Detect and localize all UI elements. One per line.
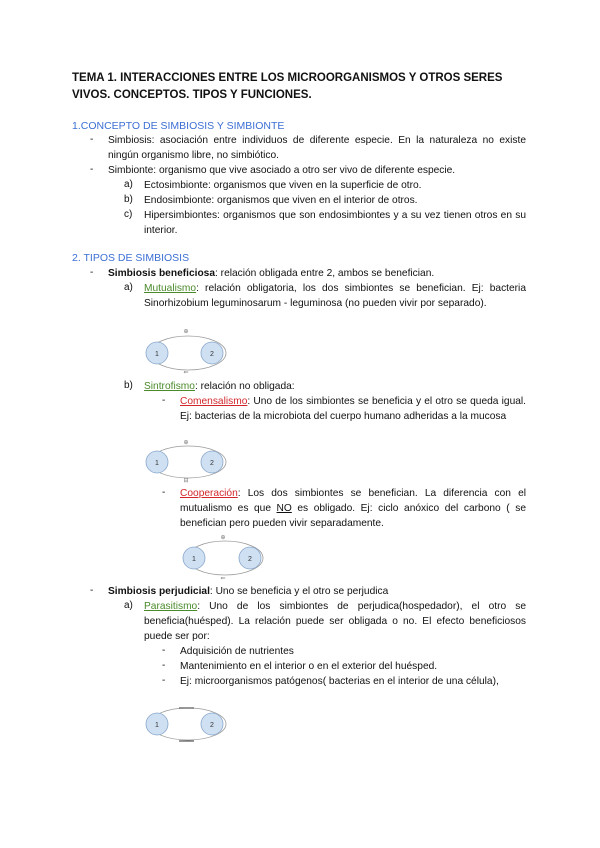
- parasitismo-item: Parasitismo: Uno de los simbiontes de perjudica(hospedador), el otro se beneficia(huésped). La relación puede ser obligada o no. El efecto beneficiosos puede ser por:: [144, 601, 526, 642]
- node-2-label: 2: [210, 351, 214, 358]
- node-1-label: 1: [192, 556, 196, 563]
- term: Mutualismo: [144, 283, 197, 294]
- term: Parasitismo: [144, 601, 198, 612]
- item-marker-c: c): [124, 209, 133, 220]
- endosimbionte-item: Endosimbionte: organismos que viven en el interior de otros.: [144, 195, 418, 206]
- item-marker-a: a): [124, 179, 133, 190]
- bullet-dash: -: [90, 134, 94, 145]
- hipersimbiontes-item: Hipersimbiontes: organismos que son endosimbiontes y a su vez tienen otros en su interior.: [144, 210, 526, 236]
- bullet-dash: -: [162, 395, 166, 406]
- term: Simbiosis beneficiosa: [108, 268, 216, 279]
- node-2-label: 2: [210, 722, 214, 729]
- bullet-dash: -: [90, 585, 94, 596]
- simbiosis-perjudicial: Simbiosis perjudicial: Uno se beneficia y el otro se perjudica: [108, 586, 389, 597]
- plus-arrow-icon: ⇐: [220, 576, 226, 582]
- parasitismo-effect-1: Adquisición de nutrientes: [180, 646, 294, 657]
- node-1-label: 1: [155, 351, 159, 358]
- cooperacion-diagram: [175, 532, 275, 582]
- item-marker-b: b): [124, 194, 133, 205]
- bullet-dash: -: [90, 267, 94, 278]
- bullet-dash: -: [162, 675, 166, 686]
- bullet-dash: -: [162, 660, 166, 671]
- bullet-dash: -: [162, 487, 166, 498]
- simbionte-definition: Simbionte: organismo que vive asociado a otro ser vivo de diferente especie.: [108, 165, 456, 176]
- term: Comensalismo: [180, 396, 248, 407]
- section-1-heading: 1.CONCEPTO DE SIMBIOSIS Y SIMBIONTE: [72, 120, 285, 132]
- node-2-label: 2: [210, 460, 214, 467]
- parasitismo-diagram: [140, 700, 240, 750]
- node-2-label: 2: [248, 556, 252, 563]
- comensalismo-item: Comensalismo: Uno de los simbiontes se beneficia y el otro se queda igual. Ej: bacterias de la microbiota del cuerpo humano adheridas a la mucosa: [180, 396, 526, 422]
- item-marker-b: b): [124, 380, 133, 391]
- simbiosis-beneficiosa: Simbiosis beneficiosa: relación obligada entre 2, ambos se benefician.: [108, 268, 435, 279]
- cooperacion-item: Cooperación: Los dos simbiontes se benefician. La diferencia con el mutualismo es que NO es obligado. Ej: ciclo anóxico del carbono ( se benefician pero pueden vivir separadamente.: [180, 488, 526, 529]
- term: Sintrofismo: [144, 381, 195, 392]
- term: Cooperación: [180, 488, 238, 499]
- bullet-dash: -: [90, 164, 94, 175]
- emphasis-no: NO: [276, 502, 292, 514]
- comensalismo-diagram: [140, 438, 240, 488]
- page-title: TEMA 1. INTERACCIONES ENTRE LOS MICROORGANISMOS Y OTROS SERES VIVOS. CONCEPTOS. TIPOS Y FUNCIONES.: [72, 72, 503, 101]
- item-marker-a: a): [124, 282, 133, 293]
- item-marker-a: a): [124, 600, 133, 611]
- plus-arrow-icon: ⊕: [183, 329, 189, 335]
- plus-sign-icon: ⊕: [183, 440, 189, 446]
- ectosimbionte-item: Ectosimbionte: organismos que viven en la superficie de otro.: [144, 180, 422, 191]
- plus-arrow-icon: ⊕: [220, 535, 226, 541]
- parasitismo-effect-2: Mantenimiento en el interior o en el exterior del huésped.: [180, 661, 438, 672]
- parasitismo-example: Ej: microorganismos patógenos( bacterias en el interior de una célula),: [180, 676, 499, 687]
- node-1-label: 1: [155, 722, 159, 729]
- term: Simbiosis perjudicial: [108, 586, 210, 597]
- neutral-sign-icon: ⊟: [183, 478, 189, 484]
- simbiosis-definition: Simbiosis: asociación entre individuos de diferente especie. En la naturaleza no existe ningún organismo libre, no simbiótico.: [108, 135, 526, 161]
- mutualismo-item: Mutualismo: relación obligatoria, los dos simbiontes se benefician. Ej: bacteria Sinorhizobium leguminosarum - leguminosa (no pueden vivir por separado).: [144, 283, 526, 309]
- mutualismo-diagram: [140, 326, 240, 376]
- sintrofismo-item: Sintrofismo: relación no obligada:: [144, 381, 295, 392]
- bullet-dash: -: [162, 645, 166, 656]
- section-2-heading: 2. TIPOS DE SIMBIOSIS: [72, 252, 190, 264]
- plus-arrow-icon: ⇐: [183, 370, 189, 376]
- node-1-label: 1: [155, 460, 159, 467]
